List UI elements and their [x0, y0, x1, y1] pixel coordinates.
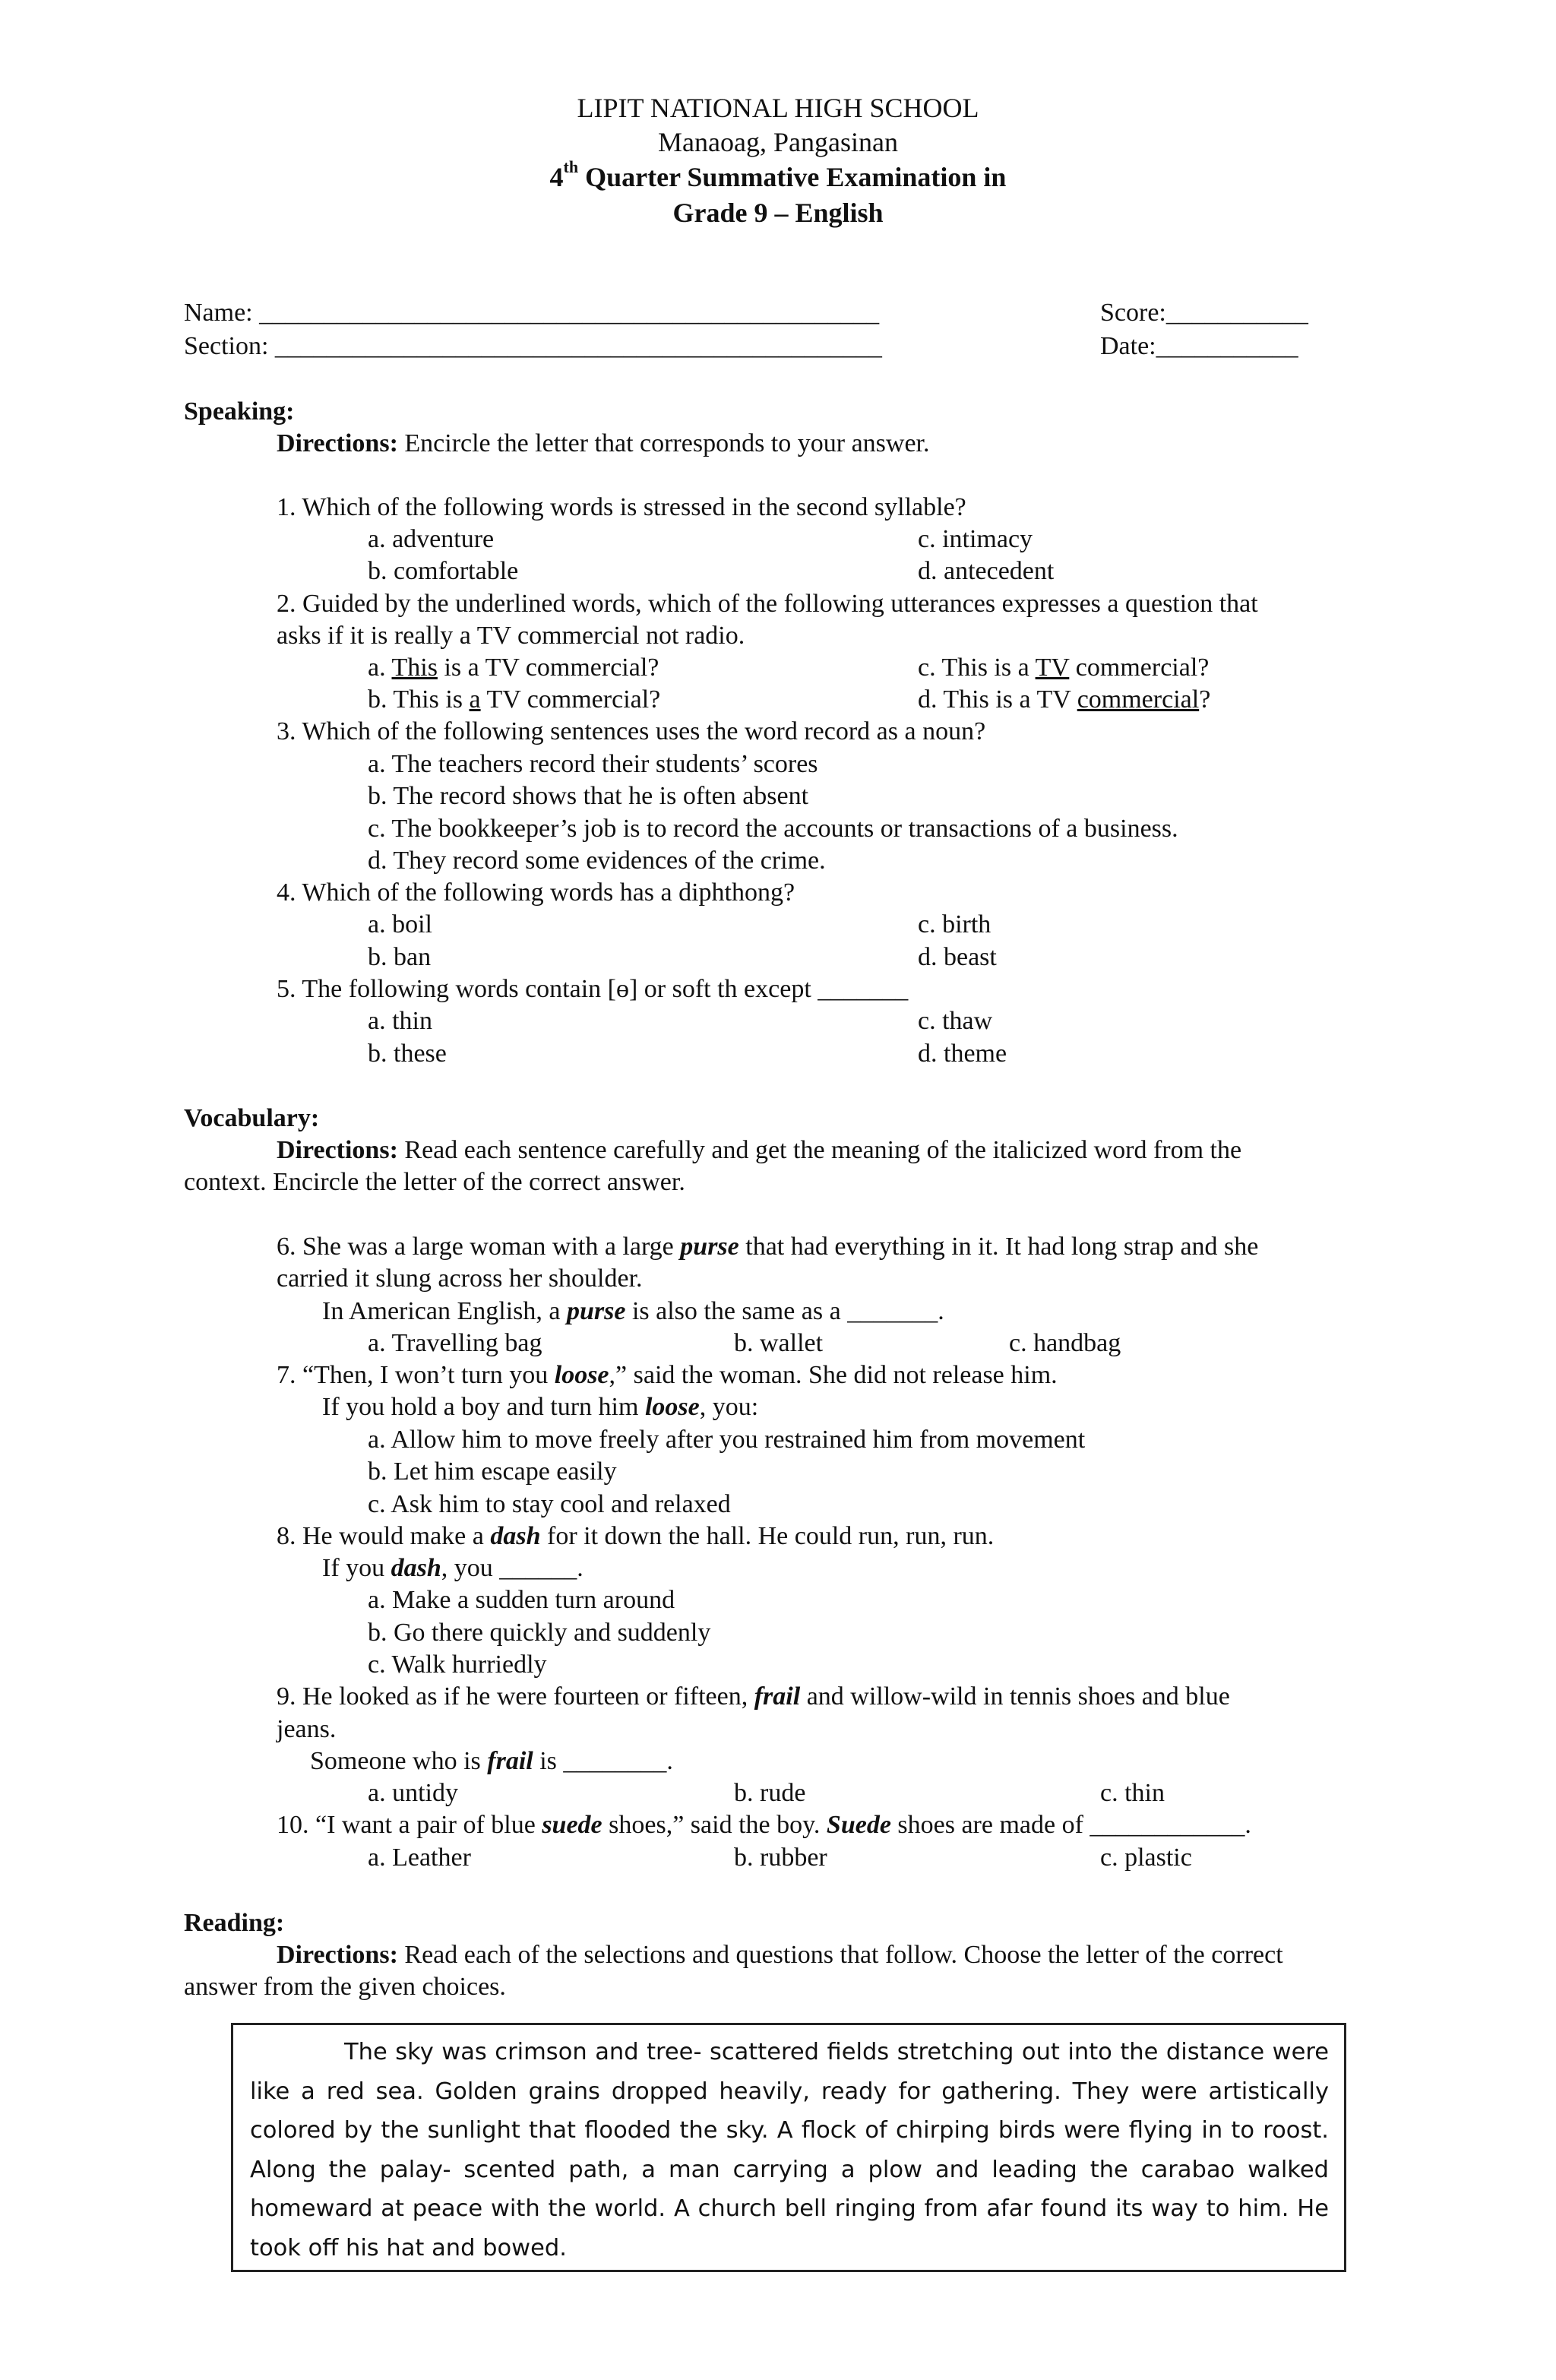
q9-text-post: and willow-wild in tennis shoes and blue — [800, 1682, 1230, 1711]
q9-option-a[interactable]: a. untidy — [368, 1779, 458, 1807]
q9-prompt-text: Someone who is — [310, 1747, 488, 1775]
q2-d-underlined: commercial — [1077, 685, 1200, 714]
date-field[interactable]: Date:___________ — [1100, 332, 1298, 360]
directions-text: Read each of the selections and questions that follow. Choose the letter of the correct — [397, 1941, 1283, 1969]
question-7-line-1 — [277, 1360, 1058, 1391]
question-6-line-1 — [277, 1232, 1258, 1262]
q9-prompt-keyword: frail — [487, 1747, 533, 1775]
q6-option-a[interactable]: a. Travelling bag — [368, 1329, 542, 1357]
q2-option-c[interactable] — [918, 653, 1209, 683]
q1-option-b[interactable]: b. comfortable — [368, 557, 519, 585]
name-field[interactable]: Name: ________________________________________________ — [184, 299, 880, 327]
question-7-prompt — [322, 1392, 758, 1423]
q1-option-c[interactable]: c. intimacy — [918, 525, 1033, 553]
q2-c-post: commercial? — [1069, 654, 1210, 682]
q5-option-b[interactable]: b. these — [368, 1040, 447, 1068]
q9-prompt-post: is ________. — [533, 1747, 673, 1775]
question-9-prompt — [310, 1746, 673, 1777]
question-9-line-1 — [277, 1682, 1230, 1712]
question-8-line-1 — [277, 1521, 994, 1552]
q6-option-b[interactable]: b. wallet — [734, 1329, 824, 1357]
q10-option-b[interactable]: b. rubber — [734, 1844, 827, 1872]
q1-option-d[interactable]: d. antecedent — [918, 557, 1055, 585]
q8-option-b[interactable]: b. Go there quickly and suddenly — [368, 1619, 711, 1647]
exam-title-rest: Quarter Summative Examination in — [578, 162, 1007, 192]
school-name: LIPIT NATIONAL HIGH SCHOOL — [577, 93, 979, 123]
q8-keyword: dash — [490, 1522, 541, 1550]
q9-text: 9. He looked as if he were fourteen or fifteen, — [277, 1682, 754, 1711]
question-2-line-2: asks if it is really a TV commercial not radio. — [277, 622, 745, 650]
directions-label: Directions: — [277, 1136, 398, 1164]
vocabulary-directions — [277, 1135, 1241, 1166]
directions-text: Read each sentence carefully and get the meaning of the italicized word from the — [397, 1136, 1242, 1164]
q2-b-post: TV commercial? — [480, 685, 661, 714]
question-5: 5. The following words contain [ɵ] or soft th except _______ — [277, 975, 909, 1003]
q7-prompt-keyword: loose — [644, 1393, 700, 1421]
q3-option-a[interactable]: a. The teachers record their students’ scores — [368, 750, 818, 778]
q8-prompt-post: , you ______. — [441, 1554, 584, 1582]
q6-text-post: that had everything in it. It had long strap and she — [738, 1233, 1259, 1261]
q7-option-b[interactable]: b. Let him escape easily — [368, 1457, 617, 1486]
q2-option-a[interactable] — [368, 653, 659, 683]
reading-passage-box — [231, 2023, 1346, 2272]
q3-option-c[interactable]: c. The bookkeeper’s job is to record the accounts or transactions of a business. — [368, 815, 1178, 843]
q9-option-b[interactable]: b. rude — [734, 1779, 806, 1807]
exam-quarter-number: 4 — [549, 162, 564, 192]
q6-prompt-post: is also the same as a _______. — [625, 1297, 944, 1325]
q8-option-c[interactable]: c. Walk hurriedly — [368, 1650, 547, 1679]
vocabulary-directions-line-2: context. Encircle the letter of the correct answer. — [184, 1168, 685, 1196]
q10-text-post: shoes are made of ____________. — [890, 1811, 1251, 1839]
question-6-prompt — [322, 1296, 944, 1327]
q7-keyword: loose — [554, 1361, 609, 1389]
question-1: 1. Which of the following words is stressed in the second syllable? — [277, 493, 966, 521]
q10-text-mid: shoes,” said the boy. — [602, 1811, 827, 1839]
q5-option-a[interactable]: a. thin — [368, 1007, 432, 1035]
q8-option-a[interactable]: a. Make a sudden turn around — [368, 1586, 675, 1614]
q7-option-c[interactable]: c. Ask him to stay cool and relaxed — [368, 1490, 731, 1518]
q4-option-a[interactable]: a. boil — [368, 910, 432, 938]
q4-option-b[interactable]: b. ban — [368, 943, 432, 971]
school-location: Manaoag, Pangasinan — [658, 127, 898, 157]
directions-label: Directions: — [277, 1941, 398, 1969]
q9-option-c[interactable]: c. thin — [1100, 1779, 1165, 1807]
q6-option-c[interactable]: c. handbag — [1009, 1329, 1121, 1357]
q2-option-d[interactable] — [918, 685, 1210, 715]
q2-b-pre: b. This is — [368, 685, 470, 714]
question-2-line-1: 2. Guided by the underlined words, which of the following utterances expresses a question that — [277, 590, 1258, 618]
q6-prompt-text: In American English, a — [322, 1297, 567, 1325]
exam-title — [0, 157, 1556, 194]
q7-option-a[interactable]: a. Allow him to move freely after you restrained him from movement — [368, 1426, 1086, 1454]
q8-text-post: for it down the hall. He could run, run, run. — [540, 1522, 995, 1550]
q7-text: 7. “Then, I won’t turn you — [277, 1361, 555, 1389]
q2-c-underlined: TV — [1035, 654, 1070, 682]
q10-keyword-2: Suede — [826, 1811, 891, 1839]
q8-prompt-text: If you — [322, 1554, 391, 1582]
q7-prompt-text: If you hold a boy and turn him — [322, 1393, 645, 1421]
q4-option-c[interactable]: c. birth — [918, 910, 991, 938]
q2-option-b[interactable] — [368, 685, 660, 715]
section-field[interactable]: Section: _______________________________________________ — [184, 332, 882, 360]
directions-label: Directions: — [277, 429, 398, 457]
q3-option-b[interactable]: b. The record shows that he is often absent — [368, 782, 809, 810]
question-6-line-2: carried it slung across her shoulder. — [277, 1264, 643, 1293]
q6-keyword: purse — [680, 1233, 739, 1261]
q2-c-pre: c. This is a — [918, 654, 1036, 682]
q6-prompt-keyword: purse — [566, 1297, 626, 1325]
question-8-prompt — [322, 1553, 584, 1584]
score-field[interactable]: Score:___________ — [1100, 299, 1308, 327]
q3-option-d[interactable]: d. They record some evidences of the crime. — [368, 847, 826, 875]
vocabulary-heading: Vocabulary: — [184, 1104, 320, 1132]
q8-prompt-keyword: dash — [391, 1554, 441, 1582]
q2-d-post: ? — [1199, 685, 1211, 714]
question-9-line-2: jeans. — [277, 1715, 337, 1743]
q10-option-c[interactable]: c. plastic — [1100, 1844, 1192, 1872]
reading-passage: The sky was crimson and tree- scattered fields stretching out into the distance were like a red sea. Golden grains dropped heavily, ready for gathering. They were artistically colored by the sunlight that flooded the sky. A flock of chirping birds were flying in to roost. Along the palay- scented path, a man carrying a plow and leading the carabao walked homeward at peace with the world. A church bell ringing from afar found its way to him. He took off his hat and bowed. — [250, 2039, 1329, 2261]
speaking-heading: Speaking: — [184, 397, 295, 426]
q9-keyword: frail — [754, 1682, 801, 1711]
reading-heading: Reading: — [184, 1909, 285, 1937]
q10-text: 10. “I want a pair of blue — [277, 1811, 542, 1839]
exam-quarter-suffix: th — [563, 157, 579, 176]
directions-text: Encircle the letter that corresponds to your answer. — [397, 429, 930, 457]
q10-option-a[interactable]: a. Leather — [368, 1844, 471, 1872]
q2-b-underlined: a — [469, 685, 481, 714]
q2-d-pre: d. This is a TV — [918, 685, 1077, 714]
reading-directions — [277, 1940, 1283, 1970]
q7-text-post: ,” said the woman. She did not release him. — [609, 1361, 1058, 1389]
question-10 — [277, 1810, 1251, 1840]
speaking-directions — [277, 429, 929, 459]
question-3: 3. Which of the following sentences uses the word record as a noun? — [277, 717, 986, 745]
q2-a-underlined: This — [391, 654, 438, 682]
q5-option-d[interactable]: d. theme — [918, 1040, 1007, 1068]
q5-option-c[interactable]: c. thaw — [918, 1007, 993, 1035]
exam-grade: Grade 9 – English — [672, 198, 884, 228]
reading-directions-line-2: answer from the given choices. — [184, 1973, 506, 2001]
q2-a-post: is a TV commercial? — [437, 654, 659, 682]
q7-prompt-post: , you: — [699, 1393, 759, 1421]
q10-keyword: suede — [542, 1811, 602, 1839]
q6-text: 6. She was a large woman with a large — [277, 1233, 681, 1261]
q4-option-d[interactable]: d. beast — [918, 943, 997, 971]
question-4: 4. Which of the following words has a diphthong? — [277, 878, 795, 907]
q2-a-pre: a. — [368, 654, 392, 682]
q8-text: 8. He would make a — [277, 1522, 491, 1550]
q1-option-a[interactable]: a. adventure — [368, 525, 495, 553]
